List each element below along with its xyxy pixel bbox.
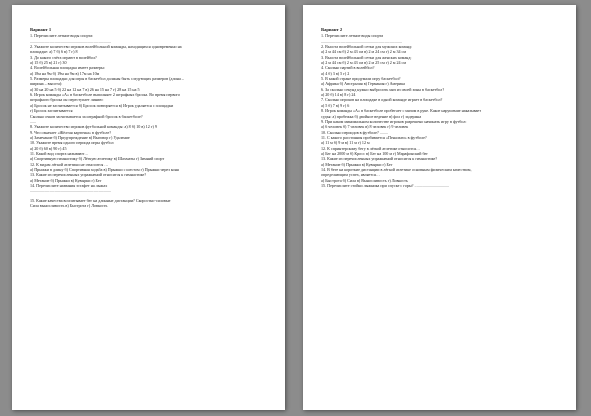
- question-line: 3. До какого счёта играют в волейбол?: [30, 54, 97, 60]
- question-line: ......: [30, 118, 37, 124]
- question-line: а) Замечание б) Предупреждение в) Выговор г) Удаление: [30, 134, 130, 140]
- question-line: 11. Какой вид спорта называют…: [30, 150, 89, 156]
- question-line: 4. Волейбольная площадка имеет размеры:: [30, 65, 105, 71]
- question-line: 15. Перечислите стойки лыжника при спуске с горы? ..................................: [321, 182, 450, 188]
- question-line: а) Метание б) Прыжки в) Кувырки г) Бег: [321, 161, 393, 167]
- page-content: [30, 27, 273, 208]
- question-line: ...............................................................................: [30, 188, 111, 194]
- question-line: 5. Размеры площадки для игры в баскетбол должны быть следующих размеров (длина –: [30, 76, 184, 82]
- question-line: Сколько очков засчитывается за штрафной бросок в баскетболе?: [30, 113, 143, 119]
- question-line: ...............................................................................: [321, 38, 402, 44]
- question-line: а) Бросок не засчитывается б) Бросок повторяется в) Игрок удаляется с площадки: [30, 102, 174, 108]
- question-line: 8. Укажите количество игроков футбольной команды: а) 8 б) 10 в) 12 г) 9: [30, 124, 157, 130]
- question-line: а) Спортивную гимнастику б) Лёгкую атлетику в) Шахматы г) Зимний спорт: [30, 156, 165, 162]
- question-line: 1. Перечислите летние виды спорта: [321, 33, 384, 39]
- question-list: [321, 33, 564, 188]
- question-line: площадке: а) 7 б) 6 в) 7 г) 8: [30, 49, 78, 55]
- question-line: а) 20 б) 60 в) 90 г) 45: [30, 145, 67, 151]
- question-line: а) Прыжки в длину б) Спортивная ходьба в) Прыжки с шестом г) Прыжки через коня: [30, 166, 179, 172]
- question-line: ширина – высота):: [30, 81, 63, 87]
- question-line: судья: а) пробежка б) двойное ведение в) фол г) задержка: [321, 113, 422, 119]
- variant-heading: Вариант 2: [321, 27, 343, 32]
- question-line: 10. Укажите время одного периода игры футбол: [30, 140, 114, 146]
- question-line: а) 30 на 20 на 5 б) 22 на 12 на 7 в) 26 на 15 на 7 г) 28 на 15 на 5: [30, 86, 140, 92]
- question-line: 6. Игрок команды «А» в баскетболе выполняет 2 штрафных броска. Во время первого: [30, 92, 181, 98]
- question-line: 1. Перечислите летние виды спорта:: [30, 33, 94, 39]
- question-line: 12. К видам лёгкой атлетики не относится …: [30, 161, 109, 167]
- question-line: 2. Высота волейбольной сетки для мужских команд:: [321, 44, 413, 50]
- question-line: 4. Сколько партий в волейбол?: [321, 65, 375, 71]
- question-line: а) 15 б) 25 в) 21 г) 30: [30, 60, 67, 66]
- question-line: штрафного броска он переступает линию:: [30, 97, 104, 103]
- question-line: 5. В какой стране придумали игру баскетбол?: [321, 76, 401, 82]
- question-line: Сила выносливость в) Быстрота г) Ловкость: [30, 203, 108, 208]
- question-line: 13. Какие из перечисленных упражнений относятся к гимнастике?: [30, 172, 147, 178]
- question-line: ...............................................................................: [30, 38, 111, 44]
- question-line: а) Быстрота б) Сила в) Выносливость г) Ловкость: [321, 177, 408, 183]
- question-line: а) Метание б) Прыжки в) Кувырки г) Бег: [30, 177, 102, 183]
- question-line: 8. Игрок команды «А» в баскетболе пробегает с мячом в руке. Какое нарушение наказывает: [321, 108, 482, 114]
- question-line: 14. В беге на короткие дистанции в лёгкой атлетике основным физическим качеством,: [321, 166, 472, 172]
- document-page-variant-2: [303, 5, 576, 410]
- question-line: 15. Какие качества воспитывает бег на длинные дистанции? Скоростно-силовые: [30, 197, 171, 203]
- question-line: а) 6 человек б) 7 человек в) 8 человек г) 9 человек: [321, 124, 409, 130]
- question-line: определяющим успех, является…: [321, 172, 380, 178]
- variant-heading: Вариант 1: [30, 27, 52, 32]
- question-line: а) 11 м б) 9 м в) 11 м г) 12 м: [321, 140, 370, 146]
- question-line: а) 2 м 44 см б) 2 м 43 см в) 2 м 24 см г) 2 м 34 см: [321, 49, 406, 55]
- question-line: 9. Что означает «Жёлтая карточка» в футболе?: [30, 129, 112, 135]
- question-line: 2. Укажите количество игроков волейбольной команды, находящихся одновременно на: [30, 44, 182, 50]
- question-line: а) 18м на 9м б) 19м на 9м в) 17м на 10м: [30, 70, 100, 76]
- question-line: а) 20 б) 14 в) 8 г) 24: [321, 92, 356, 98]
- question-line: 10. Сколько периодов в футболе? ........: [321, 129, 388, 135]
- question-line: 6. За сколько секунд нужно выбросить мяч из своей зоны в баскетбол?: [321, 86, 445, 92]
- question-line: 11. С какого расстояния пробивается «Пенальти» в футболе?: [321, 134, 427, 140]
- question-line: 14. Перечислите названия эстафет на лыжах: [30, 182, 108, 188]
- question-line: а) 5 б) 7 в) 9 г) 6: [321, 102, 350, 108]
- question-line: 7. Сколько игроков на площадке в одной команде играет в баскетбол?: [321, 97, 443, 103]
- question-line: а) Бег на 2000 м б) Кросс в) Бег на 100 м г) Марафонский бег: [321, 150, 428, 156]
- page-content: [321, 27, 564, 188]
- question-line: 3. Высота волейбольной сетки для женских команд:: [321, 54, 412, 60]
- question-line: а) Африка б) Австралия в) Германия г) Америка: [321, 81, 405, 87]
- question-line: г) Бросок засчитывается: [30, 108, 73, 114]
- question-list: [30, 33, 273, 208]
- question-line: 9. При каком минимальном количестве игроков разрешено начинать игру в футбол:: [321, 118, 467, 124]
- question-line: 12. К спринтерскому бегу в лёгкой атлетике относится…: [321, 145, 421, 151]
- question-line: 13. Какие из перечисленных упражнений относятся к гимнастике?: [321, 156, 438, 162]
- question-line: а) 4 б) 3 в) 5 г) 2: [321, 70, 350, 76]
- question-line: а) 2 м 44 см б) 2 м 43 см в) 2 м 25 см г) 2 м 24 см: [321, 60, 406, 66]
- document-page-variant-1: [12, 5, 285, 410]
